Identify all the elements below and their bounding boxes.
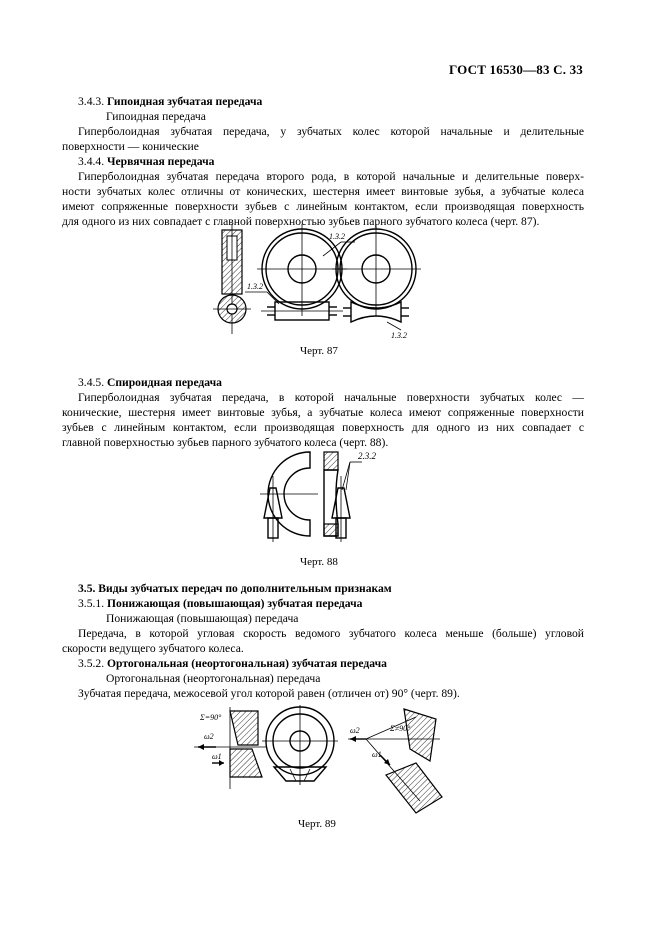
- omega1-label: ω1: [372, 750, 382, 759]
- section-3-4-4-heading: [78, 154, 214, 169]
- omega1-label: ω1: [212, 752, 222, 761]
- sigma-label: Σ=90°: [200, 713, 222, 722]
- definition-line: Зубчатая передача, межосевой угол которой равен (отличен от) 90° (черт. 89).: [78, 687, 460, 700]
- definition-line: зубьев с линейным контактом, если производящая поверхность для одного из них совпадает с: [62, 421, 584, 434]
- term-ref-label: 1.3.2: [247, 282, 263, 291]
- omega2-label: ω2: [350, 726, 360, 735]
- term-title: Гипоидная зубчатая передача: [107, 95, 263, 108]
- bevel-gear-section-skew-bottom: [386, 763, 442, 813]
- definition-line: Гиперболоидная зубчатая передача, у зубчатых колес которой начальные и делительные: [78, 125, 584, 138]
- term-title: Ортогональная (неортогональная) зубчатая передача: [107, 657, 387, 670]
- figure-89-bevel-gears-drawing: [190, 705, 452, 817]
- section-number: 3.4.5.: [78, 376, 105, 389]
- definition-line: Передача, в которой угловая скорость ведомого зубчатого колеса меньше (больше) угловой: [78, 627, 584, 640]
- term-synonym: Гипоидная передача: [106, 110, 206, 123]
- figure-89-caption: Черт. 89: [298, 818, 336, 830]
- section-3-4-5-heading: [78, 375, 222, 390]
- figure-88-spiroid-drawing: [258, 448, 398, 544]
- definition-line: Гиперболоидная зубчатая передача, в которой начальные поверхности зубчатых колес —: [78, 391, 584, 404]
- term-ref-label: 1.3.2: [329, 232, 345, 241]
- figure-88-caption: Черт. 88: [300, 556, 338, 568]
- section-3-5-heading: [78, 581, 392, 596]
- definition-line: Гиперболоидная зубчатая передача второго рода, в которой начальные и делительные поверх-: [78, 170, 584, 183]
- definition-line: конические, шестерня имеет винтовые зубья, а зубчатые колеса имеют сопряженные поверхности: [62, 406, 584, 419]
- definition-line: скорости ведущего зубчатого колеса.: [62, 642, 244, 655]
- definition-line: для одного из них совпадает с главной поверхностью зубьев парного зубчатого колеса (черт. 87).: [62, 215, 540, 228]
- section-number: 3.5.2.: [78, 657, 105, 670]
- term-ref-label: 2.3.2: [358, 451, 376, 461]
- term-title: Спироидная передача: [107, 376, 222, 389]
- section-number: 3.5.: [78, 582, 96, 595]
- definition-line: имеют сопряженные поверхности зубьев с линейным контактом, если производящая поверхность: [62, 200, 584, 213]
- term-title: Понижающая (повышающая) зубчатая передача: [107, 597, 363, 610]
- section-3-4-3-heading: [78, 94, 262, 109]
- term-synonym: Понижающая (повышающая) передача: [106, 612, 299, 625]
- sigma-label: Σ≠90°: [390, 724, 411, 733]
- term-title: Червячная передача: [107, 155, 215, 168]
- section-3-5-1-heading: [78, 596, 362, 611]
- term-synonym: Ортогональная (неортогональная) передача: [106, 672, 321, 685]
- section-number: 3.5.1.: [78, 597, 105, 610]
- figure-87-caption: Черт. 87: [300, 345, 338, 357]
- bevel-gear-section-skew-top: [404, 709, 436, 761]
- wheel-section-top: [324, 452, 338, 470]
- bevel-gear-section-top: [230, 711, 258, 745]
- definition-line: главной поверхностью зубьев парного зубчатого колеса (черт. 88).: [62, 436, 389, 449]
- section-number: 3.4.4.: [78, 155, 105, 168]
- page-header: ГОСТ 16530—83 С. 33: [449, 62, 583, 77]
- section-number: 3.4.3.: [78, 95, 105, 108]
- term-ref-label: 1.3.2: [391, 331, 407, 340]
- definition-line: поверхности — конические: [62, 140, 199, 153]
- definition-line: ности зубчатых колес отличны от конических, шестерня имеет винтовые зубья, а зубчатые колеса: [62, 185, 584, 198]
- bevel-gear-section-bottom: [230, 749, 262, 777]
- figure-87-worm-gear-drawing: [205, 222, 425, 342]
- omega2-label: ω2: [204, 732, 214, 741]
- section-title: Виды зубчатых передач по дополнительным признакам: [98, 582, 392, 595]
- section-3-5-2-heading: [78, 656, 387, 671]
